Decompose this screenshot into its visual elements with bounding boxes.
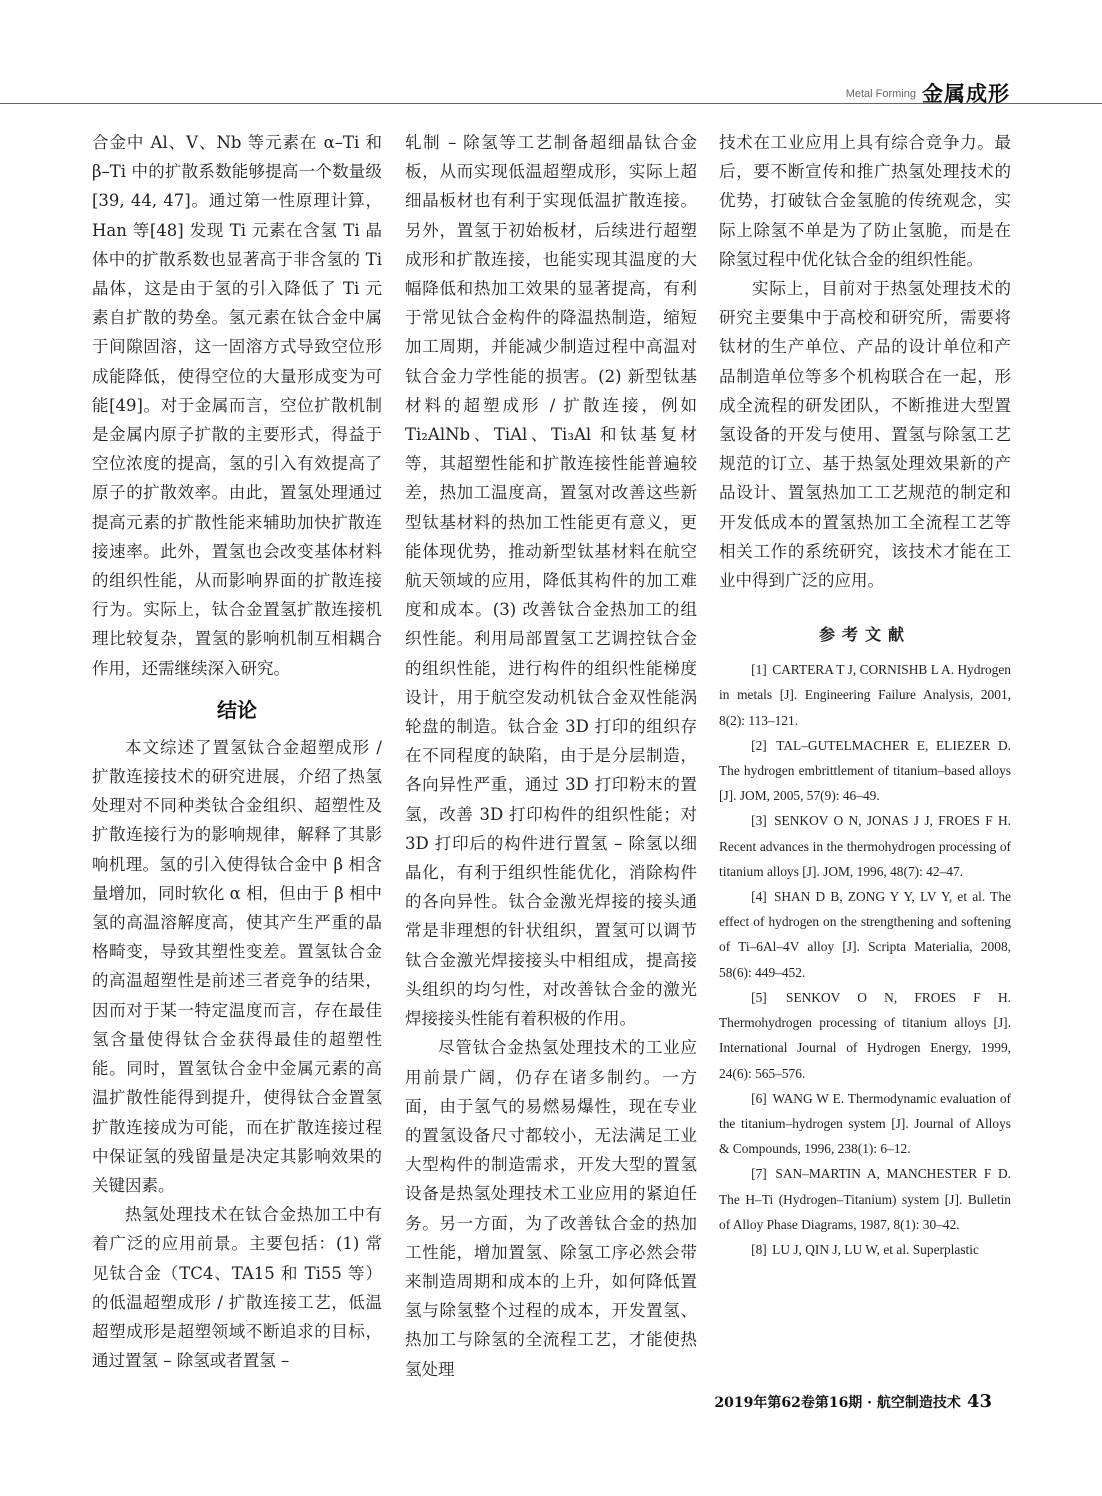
paragraph: 本文综述了置氢钛合金超塑成形 / 扩散连接技术的研究进展，介绍了热氢处理对不同种类钛合金组织、超塑性及扩散连接行为的影响规律，解释了其影响机理。氢的引入使得钛合金中 β 相含量增加，同时软化 α 相，但由于 β 相中氢的高温溶解度高，使其产生严重的晶格畸变，导致其塑性变差。置氢钛合金的高温超塑性是前述三者竞争的结果，因而对于某一特定温度而言，存在最佳氢含量使得钛合金获得最佳的超塑性能。同时，置氢钛合金中金属元素的高温扩散性能得到提升，使得钛合金置氢扩散连接成为可能，而在扩散连接过程中保证氢的残留量是决定其影响效果的关键因素。 [92, 737, 382, 1195]
column-3 [719, 128, 1011, 1388]
reference-item: [7] SAN–MARTIN A, MANCHESTER F D. The H–Ti (Hydrogen–Titanium) system [J]. Bulletin of Alloy Phase Diagrams, 1987, 8(1): 30–42. [719, 1166, 1011, 1232]
reference-item: [5] SENKOV O N, FROES F H. Thermohydrogen processing of titanium alloys [J]. International Journal of Hydrogen Energy, 1999, 24(6): 565–576. [719, 989, 1011, 1081]
reference-item: [6] WANG W E. Thermodynamic evaluation of the titanium–hydrogen system [J]. Journal of Alloys & Compounds, 1996, 238(1): 6–12. [719, 1090, 1011, 1157]
page-number: 43 [966, 1391, 992, 1412]
reference-item: [8] LU J, QIN J, LU W, et al. Superplastic [751, 1241, 979, 1257]
section-title-conclusion: 结论 [217, 697, 257, 722]
header-journal-cn: 金属成形 [922, 82, 1010, 106]
column-1 [92, 128, 382, 1388]
paragraph: 合金中 Al、V、Nb 等元素在 α–Ti 和 β–Ti 中的扩散系数能够提高一个数量级[39, 44, 47]。通过第一性原理计算，Han 等[48] 发现 Ti 元素在含氢 Ti 晶体中的扩散系数也显著高于非含氢的 Ti 晶体，这是由于氢的引入降低了 Ti 元素自扩散的势垒。氢元素在钛合金中属于间隙固溶，这一固溶方式导致空位形成能降低，使得空位的大量形成变为可能[49]。对于金属而言，空位扩散机制是金属内原子扩散的主要形式，得益于空位浓度的提高，氢的引入有效提高了原子的扩散效率。由此，置氢处理通过提高元素的扩散性能来辅助加快扩散连接速率。此外，置氢也会改变基体材料的组织性能，从而影响界面的扩散连接行为。实际上，钛合金置氢扩散连接机理比较复杂，置氢的影响机制互相耦合作用，还需继续深入研究。 [92, 133, 382, 678]
paragraph: 技术在工业应用上具有综合竞争力。最后，要不断宣传和推广热氢处理技术的优势，打破钛合金氢脆的传统观念，实际上除氢不单是为了防止氢脆，而是在除氢过程中优化钛合金的组织性能。 [719, 133, 1011, 269]
paragraph: 轧制 – 除氢等工艺制备超细晶钛合金板，从而实现低温超塑成形，实际上超细晶板材也有利于实现低温扩散连接。另外，置氢于初始板材，后续进行超塑成形和扩散连接，也能实现其温度的大幅降低和热加工效果的显著提高，有利于常见钛合金构件的降温热制造，缩短加工周期，并能减少制造过程中高温对钛合金力学性能的损害。(2) 新型钛基材料的超塑成形 / 扩散连接，例如 Ti₂AlNb、TiAl、Ti₃Al 和钛基复材等，其超塑性能和扩散连接性能普遍较差，热加工温度高，置氢对改善这些新型钛基材料的热加工性能更有意义，更能体现优势，推动新型钛基材料在航空航天领域的应用，降低其构件的加工难度和成本。(3) 改善钛合金热加工的组织性能。利用局部置氢工艺调控钛合金的组织性能，进行构件的组织性能梯度设计，用于航空发动机钛合金双性能涡轮盘的制造。钛合金 3D 打印的组织存在不同程度的缺陷，由于是分层制造，各向异性严重，通过 3D 打印粉末的置氢，改善 3D 打印构件的组织性能；对 3D 打印后的构件进行置氢 – 除氢以细晶化，有利于组织性能优化，消除构件的各向异性。钛合金激光焊接的接头通常是非理想的针状组织，置氢可以调节钛合金激光焊接接头中相组成，提高接头组织的均匀性，对改善钛合金的激光焊接接头性能有着积极的作用。 [405, 133, 697, 1029]
journal-issue: 2019年第62卷第16期 · 航空制造技术 [714, 1395, 961, 1411]
header-rule [0, 103, 1102, 104]
reference-item: [4] SHAN D B, ZONG Y Y, LV Y, et al. The effect of hydrogen on the strengthening and softening of Ti–6Al–4V alloy [J]. Scripta Materialia, 2008, 58(6): 449–452. [719, 889, 1011, 980]
reference-item: [3] SENKOV O N, JONAS J J, FROES F H. Recent advances in the thermohydrogen processing of titanium alloys [J]. JOM, 1996, 48(7): 42–47. [719, 813, 1011, 879]
paragraph: 尽管钛合金热氢处理技术的工业应用前景广阔，仍存在诸多制约。一方面，由于氢气的易燃易爆性，现在专业的置氢设备尺寸都较小，无法满足工业大型构件的制造需求，开发大型的置氢设备是热氢处理技术工业应用的紧迫任务。另一方面，为了改善钛合金的热加工性能，增加置氢、除氢工序必然会带来制造周期和成本的上升，如何降低置氢与除氢整个过程的成本，开发置氢、热加工与除氢的全流程工艺，才能使热氢处理 [405, 1038, 697, 1379]
references-title: 参考文献 [818, 625, 911, 645]
paragraph: 热氢处理技术在钛合金热加工中有着广泛的应用前景。主要包括：(1) 常见钛合金（TC4、TA15 和 Ti55 等）的低温超塑成形 / 扩散连接工艺，低温超塑成形是超塑领域不断追求的目标，通过置氢 – 除氢或者置氢 – [92, 1205, 382, 1371]
reference-list [719, 657, 1011, 1262]
reference-item: [2] TAL–GUTELMACHER E, ELIEZER D. The hydrogen embrittlement of titanium–based alloys [J]. JOM, 2005, 57(9): 46–49. [719, 737, 1011, 804]
header-journal-en: Metal Forming [845, 88, 916, 100]
page-footer [560, 1391, 992, 1412]
paragraph: 实际上，目前对于热氢处理技术的研究主要集中于高校和研究所，需要将钛材的生产单位、产品的设计单位和产品制造单位等多个机构联合在一起，形成全流程的研发团队，不断推进大型置氢设备的开发与使用、置氢与除氢工艺规范的订立、基于热氢处理效果新的产品设计、置氢热加工工艺规范的制定和开发低成本的置氢热加工全流程工艺等相关工作的系统研究，该技术才能在工业中得到广泛的应用。 [719, 279, 1011, 591]
column-2 [405, 128, 697, 1388]
reference-item: [1] CARTERA T J, CORNISHB L A. Hydrogen in metals [J]. Engineering Failure Analysis, 2001, 8(2): 113–121. [719, 662, 1011, 728]
